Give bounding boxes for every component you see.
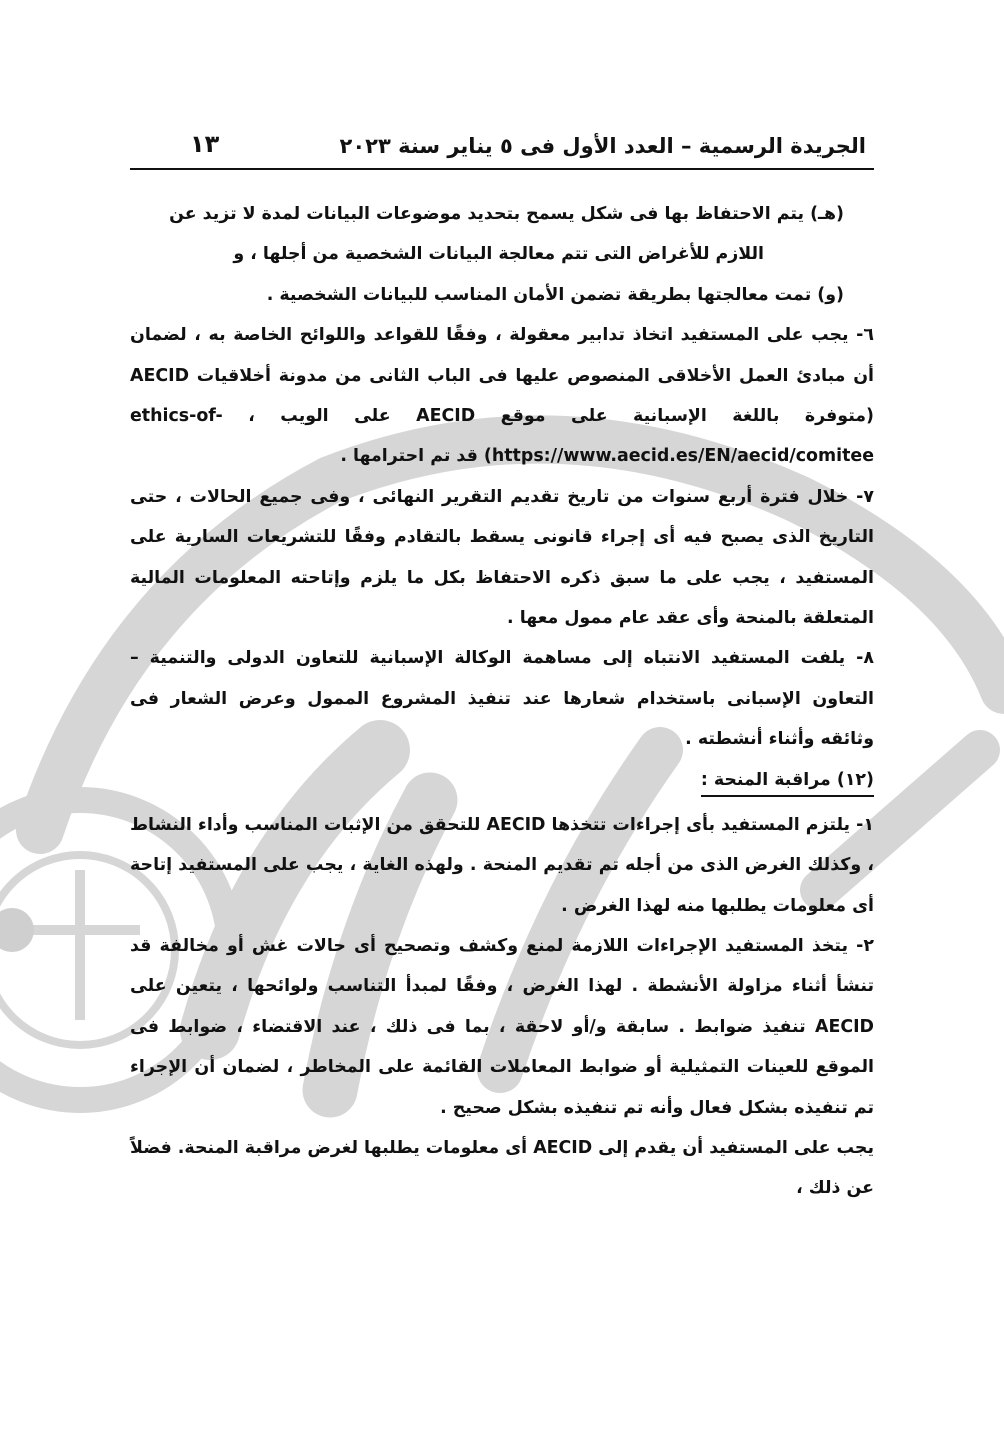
clause-he-continued: اللازم للأغراض التى تتم معالجة البيانات الشخصية من أجلها ، و	[233, 244, 764, 265]
clause-6: ٦- يجب على المستفيد اتخاذ تدابير معقولة ، وفقًا للقواعد واللوائح الخاصة به ، لضمان أن مبادئ العمل الأخلاقى المنصوص عليها فى الباب الثانى من مدونة أخلاقيات AECID (متوفرة باللغة الإسبانية على موقع AECID على الويب ، ethics-of-https://www.aecid.es/EN/aecid/comitee) قد تم احترامها .	[130, 325, 875, 467]
clause-waw: (و) تمت معالجتها بطريقة تضمن الأمان المناسب للبيانات الشخصية .	[266, 284, 844, 305]
gazette-page	[130, 118, 874, 1209]
clause-7: ٧- خلال فترة أربع سنوات من تاريخ تقديم التقرير النهائى ، وفى جميع الحالات ، حتى التاريخ الذى يصبح فيه أى إجراء قانونى يسقط بالتقادم وفقًا للتشريعات السارية على المستفيد ، يجب على ما سبق ذكره الاحتفاظ بكل ما يلزم وإتاحته المعلومات المالية المتعلقة بالمنحة وأى عقد عام ممول معها .	[130, 486, 874, 629]
clause-8: ٨- يلفت المستفيد الانتباه إلى مساهمة الوكالة الإسبانية للتعاون الدولى والتنمية – التعاون الإسبانى باستخدام شعارها عند تنفيذ المشروع الممول وعرض الشعار فى وثائقه وأثناء أنشطته .	[130, 648, 874, 750]
closing-paragraph: يجب على المستفيد أن يقدم إلى AECID أى معلومات يطلبها لغرض مراقبة المنحة. فضلاً عن ذلك ،	[130, 1137, 874, 1199]
clause-he: (هـ) يتم الاحتفاظ بها فى شكل يسمح بتحديد موضوعات البيانات لمدة لا تزيد عن	[169, 204, 844, 224]
section-heading-grant-monitoring: (١٢) مراقبة المنحة :	[701, 765, 874, 797]
monitoring-clause-2: ٢- يتخذ المستفيد الإجراءات اللازمة لمنع وكشف وتصحيح أى حالات غش أو مخالفة قد تنشأ أثناء مزاولة الأنشطة . لهذا الغرض ، وفقًا لمبدأ التناسب ولوائحها ، يتعين على AECID تنفيذ ضوابط . سابقة و/أو لاحقة ، بما فى ذلك ، عند الاقتضاء ، ضوابط فى الموقع للعينات التمثيلية أو ضوابط المعاملات القائمة على المخاطر ، لضمان أن الإجراء تم تنفيذه بشكل فعال وأنه تم تنفيذه بشكل صحيح .	[130, 935, 874, 1118]
gazette-title: الجريدة الرسمية – العدد الأول فى ٥ يناير سنة ٢٠٢٣	[339, 134, 866, 158]
monitoring-clause-1: ١- يلتزم المستفيد بأى إجراءات تتخذها AECID للتحقق من الإثبات المناسب وأداء النشاط ، وكذلك الغرض الذى من أجله تم تقديم المنحة . ولهذه الغاية ، يجب على المستفيد إتاحة أى معلومات يطلبها منه لهذا الغرض .	[130, 814, 874, 916]
page-header	[130, 118, 874, 170]
document-body	[130, 194, 874, 1209]
page-number: ١٣	[190, 130, 220, 158]
